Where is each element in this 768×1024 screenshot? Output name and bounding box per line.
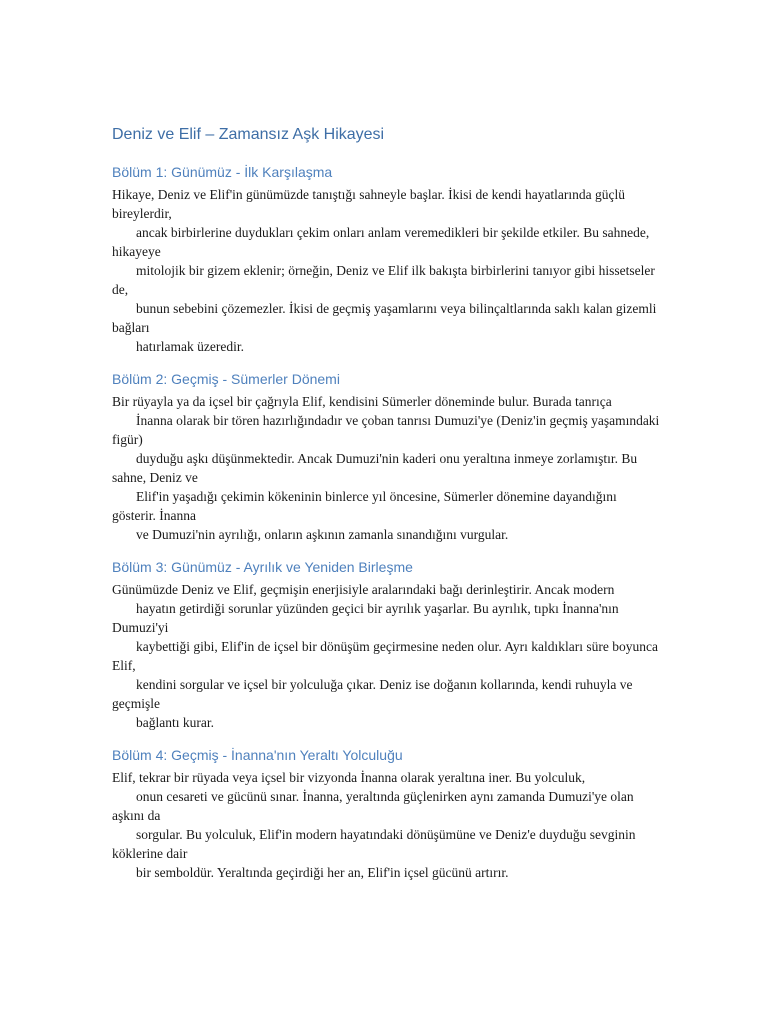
paragraph-line: Elif'in yaşadığı çekimin kökeninin binlerce yıl öncesine, Sümerler dönemine dayandığını gösterir. İnanna (112, 489, 617, 523)
paragraph-line: ancak birbirlerine duydukları çekim onları anlam veremedikleri bir şekilde etkiler. Bu sahnede, hikayeye (112, 225, 650, 259)
paragraph-line: sorgular. Bu yolculuk, Elif'in modern hayatındaki dönüşümüne ve Deniz'e duyduğu sevginin köklerine dair (112, 827, 636, 861)
paragraph-line: Hikaye, Deniz ve Elif'in günümüzde tanıştığı sahneyle başlar. İkisi de kendi hayatlarında güçlü bireylerdir, (112, 187, 626, 221)
section-heading: Bölüm 2: Geçmiş - Sümerler Dönemi (112, 371, 340, 387)
paragraph-line: bunun sebebini çözemezler. İkisi de geçmiş yaşamlarını veya bilinçaltlarında saklı kalan gizemli bağları (112, 301, 657, 335)
paragraph-line: bir semboldür. Yeraltında geçirdiği her an, Elif'in içsel gücünü artırır. (136, 865, 509, 880)
paragraph-line: Günümüzde Deniz ve Elif, geçmişin enerjisiyle aralarındaki bağı derinleştirir. Ancak modern (112, 582, 615, 597)
paragraph-line: ve Dumuzi'nin ayrılığı, onların aşkının zamanla sınandığını vurgular. (136, 527, 509, 542)
section-heading: Bölüm 1: Günümüz - İlk Karşılaşma (112, 164, 333, 180)
paragraph-line: Bir rüyayla ya da içsel bir çağrıyla Elif, kendisini Sümerler döneminde bulur. Burada tanrıça (112, 394, 612, 409)
section-heading: Bölüm 4: Geçmiş - İnanna'nın Yeraltı Yolculuğu (112, 747, 403, 763)
section-heading: Bölüm 3: Günümüz - Ayrılık ve Yeniden Birleşme (112, 559, 413, 575)
paragraph-line: bağlantı kurar. (136, 715, 214, 730)
paragraph-line: kendini sorgular ve içsel bir yolculuğa çıkar. Deniz ise doğanın kollarında, kendi ruhuyla ve geçmişle (112, 677, 633, 711)
paragraph-line: Elif, tekrar bir rüyada veya içsel bir vizyonda İnanna olarak yeraltına iner. Bu yolculuk, (112, 770, 586, 785)
section-3 (112, 558, 660, 732)
paragraph-line: İnanna olarak bir tören hazırlığındadır ve çoban tanrısı Dumuzi'ye (Deniz'in geçmiş yaşamındaki figür) (112, 413, 660, 447)
section-2 (112, 370, 660, 544)
document-title: Deniz ve Elif – Zamansız Aşk Hikayesi (112, 126, 385, 143)
paragraph-line: mitolojik bir gizem eklenir; örneğin, Deniz ve Elif ilk bakışta birbirlerini tanıyor gibi hissetseler de, (112, 263, 655, 297)
section-1 (112, 163, 660, 356)
document-page (112, 124, 660, 896)
paragraph-line: onun cesareti ve gücünü sınar. İnanna, yeraltında güçlenirken aynı zamanda Dumuzi'ye olan aşkını da (112, 789, 634, 823)
section-4 (112, 746, 660, 882)
paragraph-line: hayatın getirdiği sorunlar yüzünden geçici bir ayrılık yaşarlar. Bu ayrılık, tıpkı İnanna'nın Dumuzi'yi (112, 601, 619, 635)
paragraph-line: hatırlamak üzeredir. (136, 339, 244, 354)
paragraph-line: duyduğu aşkı düşünmektedir. Ancak Dumuzi'nin kaderi onu yeraltına inmeye zorlamıştır. Bu sahne, Deniz ve (112, 451, 638, 485)
paragraph-line: kaybettiği gibi, Elif'in de içsel bir dönüşüm geçirmesine neden olur. Ayrı kaldıkları süre boyunca Elif, (112, 639, 658, 673)
